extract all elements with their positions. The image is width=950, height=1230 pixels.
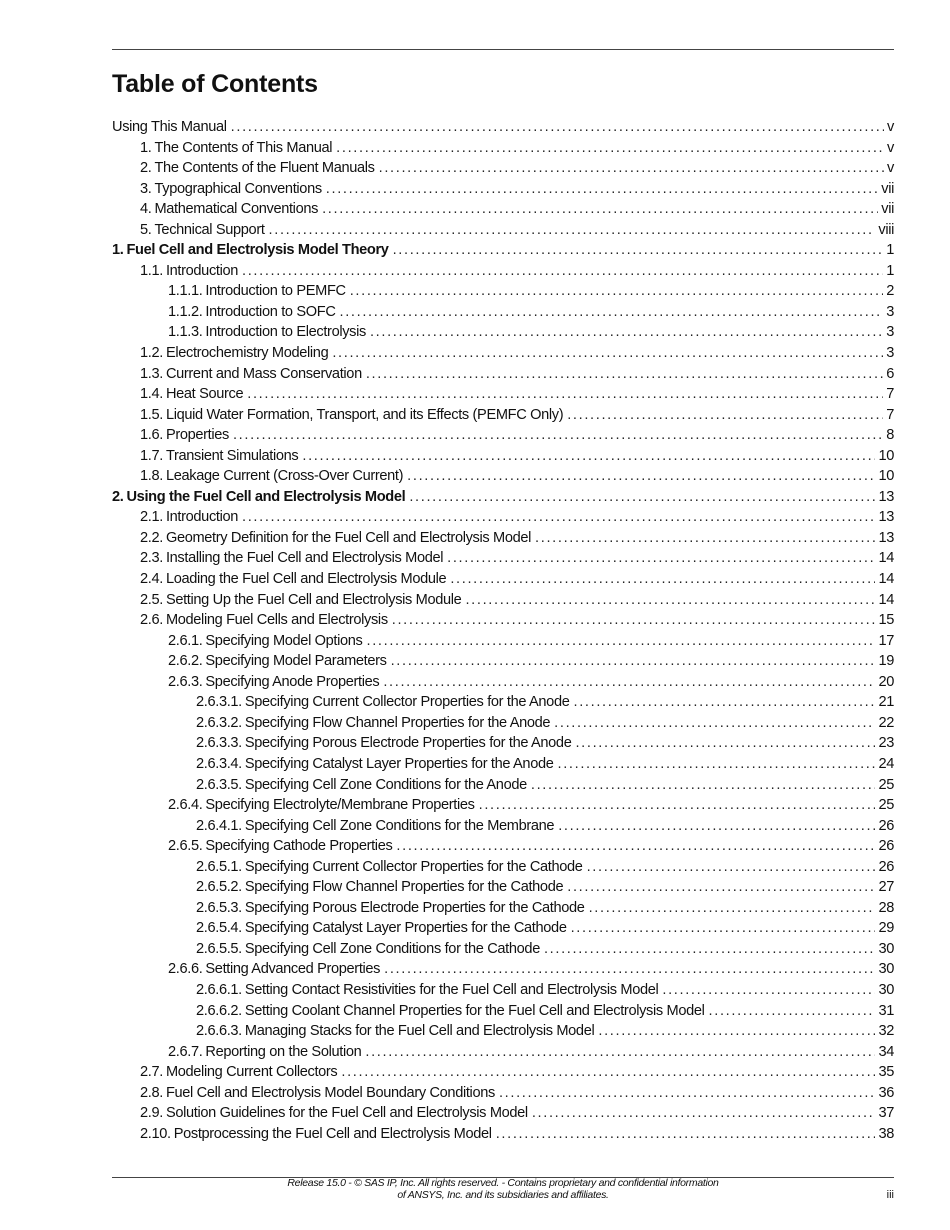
toc-entry-page[interactable]: 36 <box>878 1084 894 1101</box>
dot-leader <box>499 1083 876 1104</box>
dot-leader <box>571 918 876 939</box>
toc-entry-page[interactable]: 14 <box>878 571 894 588</box>
toc-entry[interactable] <box>112 487 894 508</box>
dot-leader <box>336 138 884 159</box>
toc-entry-title[interactable]: Setting Contact Resistivities for the Fuel Cell and Electrolysis Model <box>244 981 659 998</box>
toc-entry[interactable] <box>112 281 894 302</box>
toc-entry[interactable] <box>112 343 894 364</box>
toc-entry-number: 2.6.2. <box>168 653 203 670</box>
toc-entry[interactable] <box>112 220 894 241</box>
toc-entry[interactable] <box>112 631 894 652</box>
toc-entry-number: 2.6.3. <box>168 673 203 690</box>
toc-entry-number: 1.5. <box>140 406 163 423</box>
toc-entry[interactable] <box>112 1103 894 1124</box>
toc-entry-title[interactable]: Typographical Conventions <box>154 180 322 197</box>
toc-entry-page[interactable]: 26 <box>878 817 894 834</box>
toc-entry-page[interactable]: 10 <box>878 447 894 464</box>
toc-entry-page[interactable]: v <box>887 160 894 177</box>
dot-leader <box>393 240 884 261</box>
toc-entry-page[interactable]: 29 <box>878 920 894 937</box>
toc-entry-number: 2.6.4.1. <box>196 817 242 834</box>
toc-entry-title[interactable]: Mathematical Conventions <box>154 201 319 218</box>
toc-entry-number: 1.1. <box>140 262 163 279</box>
toc-entry[interactable] <box>112 959 894 980</box>
toc-entry-title[interactable]: Installing the Fuel Cell and Electrolysis Model <box>165 550 444 567</box>
toc-entry[interactable] <box>112 158 894 179</box>
toc-entry-number: 2.9. <box>140 1105 163 1122</box>
toc-entry-title[interactable]: Electrochemistry Modeling <box>165 345 329 362</box>
toc-entry[interactable] <box>112 672 894 693</box>
toc-entry-number: 2. <box>140 160 152 177</box>
dot-leader <box>589 898 876 919</box>
toc-entry[interactable] <box>112 816 894 837</box>
dot-leader <box>409 487 875 508</box>
toc-entry-number: 2.6.4. <box>168 797 203 814</box>
dot-leader <box>447 548 875 569</box>
toc-entry-number: 2.6.5. <box>168 838 203 855</box>
toc-entry-title[interactable]: Transient Simulations <box>165 447 299 464</box>
toc-entry-number: 2.7. <box>140 1064 163 1081</box>
toc-entry-page[interactable]: 1 <box>886 242 894 259</box>
toc-entry-number: 2.6.5.4. <box>196 920 242 937</box>
toc-entry-title[interactable]: Using This Manual <box>112 119 227 135</box>
dot-leader <box>231 117 884 138</box>
toc-entry-title[interactable]: Specifying Current Collector Properties for the Cathode <box>244 858 583 875</box>
toc-entry-title[interactable]: Specifying Electrolyte/Membrane Properties <box>205 797 475 814</box>
toc-entry[interactable] <box>112 1021 894 1042</box>
toc-entry-number: 1.4. <box>140 386 163 403</box>
toc-entry-title[interactable]: Specifying Catalyst Layer Properties for the Cathode <box>244 920 567 937</box>
dot-leader <box>396 836 875 857</box>
toc-entry-number: 1.7. <box>140 447 163 464</box>
dot-leader <box>450 569 875 590</box>
toc-entry[interactable] <box>112 507 894 528</box>
toc-entry-title[interactable]: Technical Support <box>154 221 265 238</box>
dot-leader <box>332 343 883 364</box>
toc-entry-title[interactable]: Specifying Model Parameters <box>205 653 387 670</box>
toc-entry-page[interactable]: 21 <box>878 694 894 711</box>
toc-entry-number: 2.6.3.1. <box>196 694 242 711</box>
toc-entry-title[interactable]: Specifying Model Options <box>205 632 363 649</box>
toc-entry-page[interactable]: 8 <box>886 427 894 444</box>
toc-entry-page[interactable]: 3 <box>886 345 894 362</box>
toc-entry-title[interactable]: Loading the Fuel Cell and Electrolysis Module <box>165 571 447 588</box>
toc-entry-number: 1. <box>112 242 124 259</box>
toc-entry-number: 1.1.3. <box>168 324 203 341</box>
toc-entry-page[interactable]: 35 <box>878 1064 894 1081</box>
toc-entry-page[interactable]: 37 <box>878 1105 894 1122</box>
toc-entry[interactable] <box>112 405 894 426</box>
toc-entry-page[interactable]: 34 <box>878 1043 894 1060</box>
toc-entry[interactable] <box>112 795 894 816</box>
toc-entry-page[interactable]: 32 <box>878 1023 894 1040</box>
dot-leader <box>340 302 884 323</box>
toc-entry-page[interactable]: vii <box>881 201 894 218</box>
toc-entry-title[interactable]: Modeling Current Collectors <box>165 1064 338 1081</box>
toc-entry-title[interactable]: Introduction <box>165 509 239 526</box>
toc-entry-title[interactable]: Solution Guidelines for the Fuel Cell and Electrolysis Model <box>165 1105 528 1122</box>
toc-entry-title[interactable]: Specifying Cell Zone Conditions for the Cathode <box>244 940 540 957</box>
dot-leader <box>554 713 875 734</box>
toc-entry[interactable] <box>112 569 894 590</box>
toc-entry-page[interactable]: 13 <box>878 488 894 505</box>
dot-leader <box>326 179 878 200</box>
toc-entry-page[interactable]: 14 <box>878 550 894 567</box>
dot-leader <box>322 199 878 220</box>
toc-entry[interactable] <box>112 1001 894 1022</box>
dot-leader <box>233 425 883 446</box>
toc-entry-page[interactable]: 24 <box>878 755 894 772</box>
dot-leader <box>242 261 883 282</box>
toc-entry-title[interactable]: Liquid Water Formation, Transport, and its Effects (PEMFC Only) <box>165 406 564 423</box>
toc-entry[interactable] <box>112 199 894 220</box>
toc-entry[interactable] <box>112 1124 894 1145</box>
toc-entry-number: 2.6.3.4. <box>196 755 242 772</box>
toc-entry-page[interactable]: v <box>887 119 894 135</box>
toc-entry-number: 2.6.5.3. <box>196 899 242 916</box>
toc-entry[interactable] <box>112 877 894 898</box>
toc-entry-title[interactable]: Specifying Porous Electrode Properties for the Anode <box>244 735 572 752</box>
toc-entry-page[interactable]: 13 <box>878 529 894 546</box>
toc-entry-page[interactable]: 28 <box>878 899 894 916</box>
toc-entry-number: 2.8. <box>140 1084 163 1101</box>
toc-entry[interactable] <box>112 651 894 672</box>
toc-entry[interactable] <box>112 179 894 200</box>
toc-entry-number: 2.6.6. <box>168 961 203 978</box>
toc-entry-page[interactable]: 30 <box>878 961 894 978</box>
toc-entry-title[interactable]: Specifying Cell Zone Conditions for the Membrane <box>244 817 555 834</box>
toc-entry-number: 2.1. <box>140 509 163 526</box>
dot-leader <box>407 466 875 487</box>
toc-entry-page[interactable]: 3 <box>886 324 894 341</box>
dot-leader <box>709 1001 876 1022</box>
toc-entry-title[interactable]: Setting Up the Fuel Cell and Electrolysis Module <box>165 591 462 608</box>
dot-leader <box>544 939 875 960</box>
dot-leader <box>247 384 883 405</box>
toc-entry-title[interactable]: Introduction to PEMFC <box>205 283 346 300</box>
toc-entry-number: 2.10. <box>140 1125 171 1142</box>
toc-entry[interactable] <box>112 322 894 343</box>
header-rule <box>112 49 894 50</box>
toc-entry-title[interactable]: Specifying Catalyst Layer Properties for the Anode <box>244 755 554 772</box>
dot-leader <box>573 692 875 713</box>
copyright-line-1: Release 15.0 - © SAS IP, Inc. All rights reserved. - Contains proprietary and confidential information <box>287 1177 719 1189</box>
toc-entry[interactable] <box>112 261 894 282</box>
toc-entry-title[interactable]: Current and Mass Conservation <box>165 365 362 382</box>
toc-entry-page[interactable]: 30 <box>878 981 894 998</box>
toc-entry-page[interactable]: 26 <box>878 858 894 875</box>
toc-entry[interactable] <box>112 610 894 631</box>
toc-entry-number: 2.3. <box>140 550 163 567</box>
toc-entry-title[interactable]: Using the Fuel Cell and Electrolysis Model <box>126 488 406 505</box>
toc-entry-title[interactable]: Modeling Fuel Cells and Electrolysis <box>165 612 388 629</box>
dot-leader <box>662 980 875 1001</box>
toc-entry-number: 1.8. <box>140 468 163 485</box>
toc-entry-title[interactable]: Fuel Cell and Electrolysis Model Boundary Conditions <box>165 1084 495 1101</box>
toc-entry-title[interactable]: Leakage Current (Cross-Over Current) <box>165 468 404 485</box>
table-of-contents <box>112 117 894 1144</box>
copyright-line-2: of ANSYS, Inc. and its subsidiaries and affiliates. <box>397 1189 609 1201</box>
toc-entry-page[interactable]: 30 <box>878 940 894 957</box>
toc-entry[interactable] <box>112 117 894 138</box>
toc-entry-page[interactable]: 3 <box>886 303 894 320</box>
dot-leader <box>392 610 876 631</box>
dot-leader <box>535 528 875 549</box>
toc-entry[interactable] <box>112 138 894 159</box>
dot-leader <box>242 507 875 528</box>
toc-entry-number: 2.6.3.3. <box>196 735 242 752</box>
toc-entry-number: 2.6.6.1. <box>196 981 242 998</box>
toc-entry[interactable] <box>112 980 894 1001</box>
toc-entry-number: 2.6.7. <box>168 1043 203 1060</box>
toc-entry-page[interactable]: 6 <box>886 365 894 382</box>
toc-entry-title[interactable]: Introduction to Electrolysis <box>205 324 366 341</box>
toc-entry-page[interactable]: 26 <box>878 838 894 855</box>
dot-leader <box>367 631 876 652</box>
dot-leader <box>531 775 876 796</box>
toc-entry-page[interactable]: v <box>887 139 894 156</box>
toc-entry[interactable] <box>112 898 894 919</box>
page-footer <box>112 1177 894 1207</box>
dot-leader <box>341 1062 875 1083</box>
dot-leader <box>575 733 875 754</box>
toc-entry-title[interactable]: Specifying Cathode Properties <box>205 838 393 855</box>
toc-entry-number: 1. <box>140 139 152 156</box>
toc-entry-title[interactable]: Geometry Definition for the Fuel Cell and Electrolysis Model <box>165 529 532 546</box>
dot-leader <box>558 816 875 837</box>
toc-entry-title[interactable]: Setting Coolant Channel Properties for the Fuel Cell and Electrolysis Model <box>244 1002 705 1019</box>
toc-entry[interactable] <box>112 754 894 775</box>
toc-entry-page[interactable]: 31 <box>878 1002 894 1019</box>
toc-entry-number: 2.6. <box>140 612 163 629</box>
toc-entry[interactable] <box>112 836 894 857</box>
toc-entry-number: 1.1.2. <box>168 303 203 320</box>
toc-entry-page[interactable]: 25 <box>878 797 894 814</box>
toc-entry-number: 2.5. <box>140 591 163 608</box>
toc-entry-title[interactable]: Introduction to SOFC <box>205 303 336 320</box>
toc-entry[interactable] <box>112 939 894 960</box>
toc-entry[interactable] <box>112 548 894 569</box>
toc-entry-number: 2.6.5.5. <box>196 940 242 957</box>
toc-entry-number: 5. <box>140 221 152 238</box>
toc-entry[interactable] <box>112 528 894 549</box>
page-title: Table of Contents <box>112 70 318 98</box>
toc-entry[interactable] <box>112 425 894 446</box>
toc-entry-number: 2.6.5.2. <box>196 879 242 896</box>
toc-entry-page[interactable]: 22 <box>878 714 894 731</box>
dot-leader <box>558 754 876 775</box>
toc-entry-title[interactable]: Reporting on the Solution <box>205 1043 362 1060</box>
toc-entry-title[interactable]: Managing Stacks for the Fuel Cell and Electrolysis Model <box>244 1023 595 1040</box>
toc-entry-title[interactable]: Specifying Porous Electrode Properties for the Cathode <box>244 899 585 916</box>
toc-entry-title[interactable]: Setting Advanced Properties <box>205 961 381 978</box>
toc-entry[interactable] <box>112 1042 894 1063</box>
dot-leader <box>366 364 883 385</box>
toc-entry-title[interactable]: Specifying Flow Channel Properties for the Cathode <box>244 879 564 896</box>
toc-entry-number: 2. <box>112 488 124 505</box>
toc-entry[interactable] <box>112 590 894 611</box>
dot-leader <box>391 651 876 672</box>
toc-entry[interactable] <box>112 1083 894 1104</box>
toc-entry-page[interactable]: 2 <box>886 283 894 300</box>
toc-entry-title[interactable]: Fuel Cell and Electrolysis Model Theory <box>126 242 389 259</box>
dot-leader <box>269 220 876 241</box>
toc-entry-page[interactable]: 14 <box>878 591 894 608</box>
dot-leader <box>465 590 875 611</box>
dot-leader <box>496 1124 876 1145</box>
dot-leader <box>383 672 875 693</box>
dot-leader <box>479 795 876 816</box>
dot-leader <box>587 857 876 878</box>
toc-entry[interactable] <box>112 918 894 939</box>
toc-entry-number: 2.6.6.3. <box>196 1023 242 1040</box>
toc-entry[interactable] <box>112 240 894 261</box>
toc-entry[interactable] <box>112 446 894 467</box>
toc-entry-page[interactable]: 20 <box>878 673 894 690</box>
toc-entry-page[interactable]: 23 <box>878 735 894 752</box>
toc-entry-title[interactable]: Postprocessing the Fuel Cell and Electrolysis Model <box>173 1125 492 1142</box>
dot-leader <box>379 158 884 179</box>
toc-entry-page[interactable]: viii <box>878 221 894 238</box>
toc-entry-number: 2.6.3.5. <box>196 776 242 793</box>
toc-entry-page[interactable]: 27 <box>878 879 894 896</box>
dot-leader <box>365 1042 875 1063</box>
dot-leader <box>302 446 875 467</box>
toc-entry[interactable] <box>112 692 894 713</box>
toc-entry-page[interactable]: 7 <box>886 406 894 423</box>
toc-entry-page[interactable]: 7 <box>886 386 894 403</box>
dot-leader <box>567 405 883 426</box>
dot-leader <box>384 959 875 980</box>
page-number: iii <box>886 1189 894 1201</box>
toc-entry[interactable] <box>112 733 894 754</box>
toc-entry-number: 1.2. <box>140 345 163 362</box>
dot-leader <box>350 281 884 302</box>
toc-entry-page[interactable]: 19 <box>878 653 894 670</box>
toc-entry[interactable] <box>112 775 894 796</box>
toc-entry-title[interactable]: The Contents of the Fluent Manuals <box>154 160 375 177</box>
toc-entry-title[interactable]: Specifying Flow Channel Properties for the Anode <box>244 714 551 731</box>
toc-entry-page[interactable]: 1 <box>886 262 894 279</box>
toc-entry[interactable] <box>112 713 894 734</box>
toc-entry-page[interactable]: 25 <box>878 776 894 793</box>
toc-entry[interactable] <box>112 384 894 405</box>
toc-entry[interactable] <box>112 857 894 878</box>
toc-entry-title[interactable]: The Contents of This Manual <box>154 139 333 156</box>
toc-entry-number: 2.6.1. <box>168 632 203 649</box>
toc-entry[interactable] <box>112 302 894 323</box>
toc-entry-number: 1.3. <box>140 365 163 382</box>
dot-leader <box>598 1021 875 1042</box>
toc-entry-title[interactable]: Specifying Cell Zone Conditions for the Anode <box>244 776 527 793</box>
toc-entry[interactable] <box>112 466 894 487</box>
toc-entry-title[interactable]: Specifying Anode Properties <box>205 673 380 690</box>
toc-entry-number: 2.2. <box>140 529 163 546</box>
copyright-notice <box>112 1177 894 1201</box>
toc-entry-page[interactable]: 15 <box>878 612 894 629</box>
toc-entry-number: 2.4. <box>140 571 163 588</box>
dot-leader <box>567 877 875 898</box>
toc-entry-title[interactable]: Specifying Current Collector Properties for the Anode <box>244 694 570 711</box>
toc-entry-number: 2.6.6.2. <box>196 1002 242 1019</box>
toc-entry-number: 3. <box>140 180 152 197</box>
toc-entry-number: 1.1.1. <box>168 283 203 300</box>
toc-entry-number: 2.6.3.2. <box>196 714 242 731</box>
toc-entry-page[interactable]: 38 <box>878 1125 894 1142</box>
toc-entry[interactable] <box>112 364 894 385</box>
toc-entry-title[interactable]: Introduction <box>165 262 239 279</box>
toc-entry-number: 1.6. <box>140 427 163 444</box>
toc-entry-page[interactable]: vii <box>881 180 894 197</box>
toc-entry-page[interactable]: 17 <box>878 632 894 649</box>
toc-entry[interactable] <box>112 1062 894 1083</box>
toc-entry-title[interactable]: Heat Source <box>165 386 244 403</box>
toc-entry-number: 2.6.5.1. <box>196 858 242 875</box>
dot-leader <box>532 1103 876 1124</box>
toc-entry-page[interactable]: 13 <box>878 509 894 526</box>
toc-entry-title[interactable]: Properties <box>165 427 229 444</box>
toc-entry-page[interactable]: 10 <box>878 468 894 485</box>
dot-leader <box>370 322 883 343</box>
toc-entry-number: 4. <box>140 201 152 218</box>
